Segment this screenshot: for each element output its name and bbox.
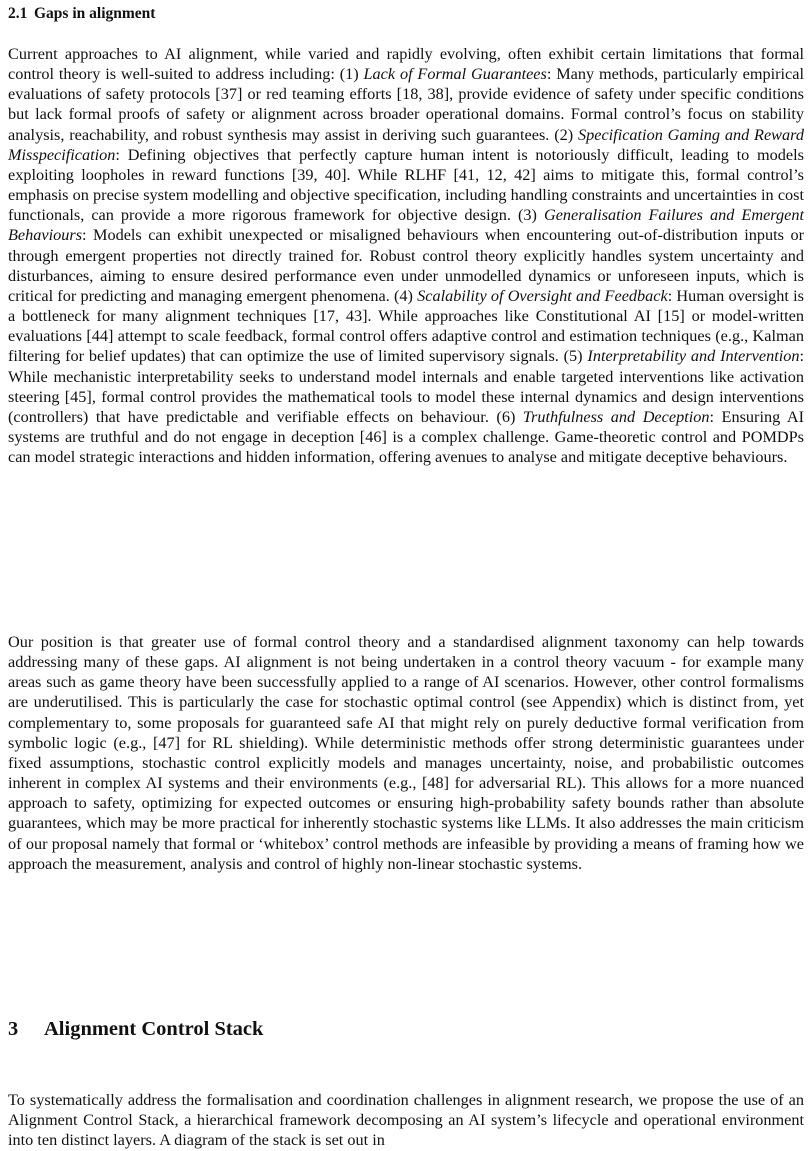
para1-term-5: Interpretability and Intervention	[587, 347, 800, 366]
para1-term-2: Specification Gaming and Reward Misspecification	[8, 125, 804, 164]
section-heading	[8, 1016, 263, 1042]
paragraph-gaps	[8, 44, 804, 467]
para1-text-1: Current approaches to AI alignment, while varied and rapidly evolving, often exhibit certain limitations that formal control theory is well-suited to address including: (1)	[8, 45, 804, 84]
para1-text-3: : Defining objectives that perfectly capture human intent is notoriously difficult, leading to models exploiting loopholes in reward functions [39, 40]. While RLHF [41, 12, 42] aims to mitigate this, formal control’s emphasis on precise system modelling and objective specification, including handling constraints and uncertainties in cost functionals, can provide a more rigorous framework for objective design. (3)	[8, 145, 804, 225]
para1-text-7: : Ensuring AI systems are truthful and do not engage in deception [46] is a complex challenge. Game-theoretic control and POMDPs can model strategic interactions and hidden information, offering avenues to analyse and mitigate deceptive behaviours.	[8, 407, 804, 467]
subsection-heading	[8, 4, 155, 24]
section-title: Alignment Control Stack	[44, 1018, 264, 1040]
para1-term-6: Truthfulness and Deception	[522, 407, 710, 426]
paragraph-position: Our position is that greater use of formal control theory and a standardised alignment taxonomy can help towards addressing many of these gaps. AI alignment is not being undertaken in a control theory vacuum - for example many areas such as game theory have been successfully applied to a range of AI scenarios. However, other control formalisms are underutilised. This is particularly the case for stochastic optimal control (see Appendix) which is distinct from, yet complementary to, some proposals for guaranteed safe AI that might rely on purely deductive formal verification from symbolic logic (e.g., [47] for RL shielding). While deterministic methods offer strong deterministic guarantees under fixed assumptions, stochastic control explicitly models and manages uncertainty, noise, and probabilistic outcomes inherent in complex AI systems and their environments (e.g., [48] for adversarial RL). This allows for a more nuanced approach to safety, optimizing for expected outcomes or ensuring high-probability safety bounds rather than absolute guarantees, which may be more practical for inherently stochastic systems like LLMs. It also addresses the main criticism of our proposal namely that formal or ‘whitebox’ control methods are infeasible by providing a means of framing how we approach the measurement, analysis and control of highly non-linear stochastic systems.	[8, 633, 804, 873]
para1-text-5: : Human oversight is a bottleneck for many alignment techniques [17, 43]. While approaches like Constitutional AI [15] or model-written evaluations [44] attempt to scale feedback, formal control offers adaptive control and estimation techniques (e.g., Kalman filtering for belief updates) that can optimize the use of limited supervisory signals. (5)	[8, 286, 804, 366]
subsection-number: 2.1	[8, 5, 28, 22]
subsection-title: Gaps in alignment	[34, 5, 156, 22]
para1-text-2: : Many methods, particularly empirical evaluations of safety protocols [37] or red teaming efforts [18, 38], provide evidence of safety under specific conditions but lack formal proofs of safety or alignment across broader operational domains. Formal control’s focus on stability analysis, reachability, and robust synthesis may assist in deriving such guarantees. (2)	[8, 65, 805, 144]
para1-term-4: Scalability of Oversight and Feedback	[417, 286, 668, 305]
para1-term-3: Generalisation Failures and Emergent Behaviours	[8, 206, 804, 245]
para1-text-4: : Models can exhibit unexpected or misaligned behaviours when encountering out-of-distribution inputs or through emergent properties not directly trained for. Robust control theory explicitly handles system uncertainty and disturbances, aiming to ensure desired performance even under unmodelled dynamics or unforeseen inputs, which is critical for predicting and managing emergent phenomena. (4)	[8, 226, 804, 305]
para1-text-6: : While mechanistic interpretability seeks to understand model internals and enable targeted interventions like activation steering [45], formal control provides the mathematical tools to model these internal dynamics and design interventions (controllers) that have predictable and verifiable effects on behaviour. (6)	[8, 347, 804, 426]
paragraph-stack-intro: To systematically address the formalisation and coordination challenges in alignment research, we propose the use of an Alignment Control Stack, a hierarchical framework decomposing an AI system’s lifecycle and operational environment into ten distinct layers. A diagram of the stack is set out in	[8, 1091, 804, 1150]
section-number: 3	[8, 1018, 19, 1040]
para1-term-1: Lack of Formal Guarantees	[363, 65, 547, 84]
